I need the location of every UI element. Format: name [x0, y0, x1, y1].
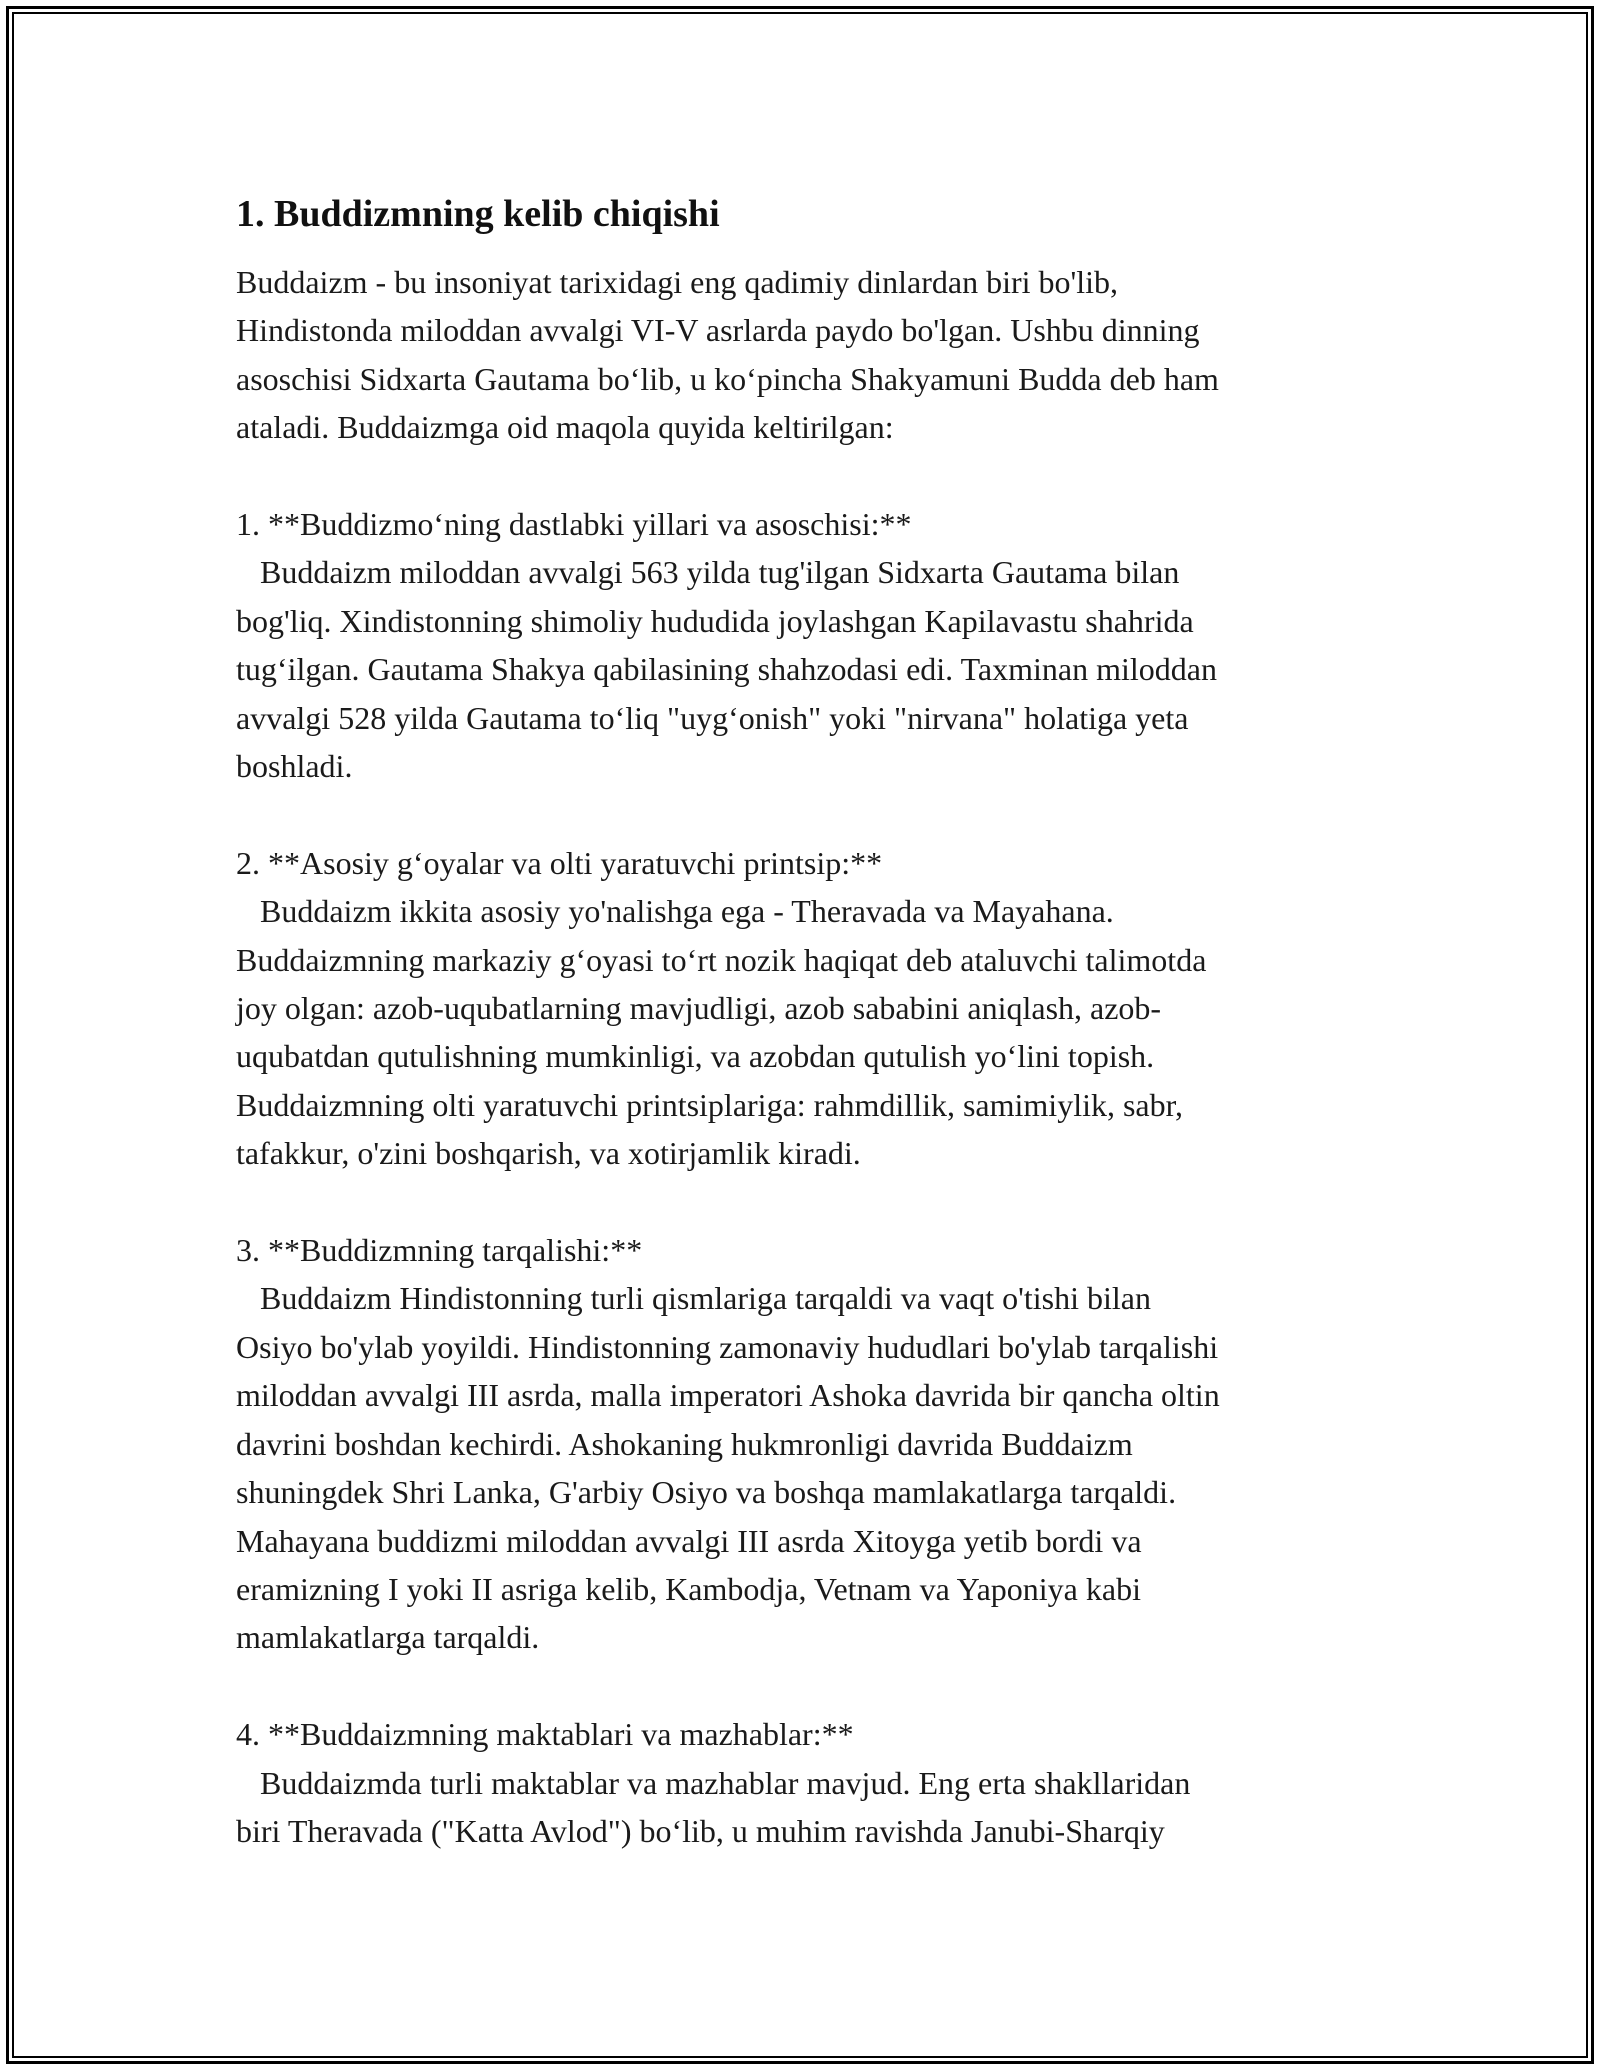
section-title: 2. **Asosiy g‘oyalar va olti yaratuvchi printsip:** — [236, 844, 883, 881]
section-line: Buddaizmning olti yaratuvchi printsiplariga: rahmdillik, samimiylik, sabr, — [236, 1086, 1183, 1123]
section-line: shuningdek Shri Lanka, G'arbiy Osiyo va boshqa mamlakatlarga tarqaldi. — [236, 1474, 1177, 1511]
section-line: tug‘ilgan. Gautama Shakya qabilasining shahzodasi edi. Taxminan miloddan — [236, 651, 1217, 688]
section-line: Buddaizm ikkita asosiy yo'nalishga ega - Theravada va Mayahana. — [236, 893, 1114, 930]
section-line: eramizning I yoki II asriga kelib, Kambodja, Vetnam va Yaponiya kabi — [236, 1570, 1141, 1607]
section-4 — [236, 1710, 1376, 1855]
section-line: Buddaizmning markaziy g‘oyasi to‘rt nozik haqiqat deb ataluvchi talimotda — [236, 941, 1207, 978]
paragraph-gap — [236, 1662, 1376, 1710]
section-line: miloddan avvalgi III asrda, malla imperatori Ashoka davrida bir qancha oltin — [236, 1377, 1220, 1414]
section-line: Osiyo bo'ylab yoyildi. Hindistonning zamonaviy hududlari bo'ylab tarqalishi — [236, 1328, 1219, 1365]
section-title: 3. **Buddizmning tarqalishi:** — [236, 1232, 643, 1269]
section-line: bog'liq. Xindistonning shimoliy hududida joylashgan Kapilavastu shahrida — [236, 602, 1194, 639]
section-line: avvalgi 528 yilda Gautama to‘liq "uyg‘onish" yoki "nirvana" holatiga yeta — [236, 699, 1189, 736]
section-line: uqubatdan qutulishning mumkinligi, va azobdan qutulish yo‘lini topish. — [236, 1038, 1155, 1075]
intro-line: Buddaizm - bu insoniyat tarixidagi eng qadimiy dinlardan biri bo'lib, — [236, 264, 1119, 300]
section-line: boshladi. — [236, 748, 353, 785]
section-line: Buddaizm miloddan avvalgi 563 yilda tug'ilgan Sidxarta Gautama bilan — [236, 554, 1180, 591]
section-1 — [236, 500, 1376, 790]
section-line: Buddaizmda turli maktablar va mazhablar mavjud. Eng erta shakllaridan — [236, 1764, 1191, 1801]
paragraph-gap — [236, 790, 1376, 838]
section-title: 4. **Buddaizmning maktablari va mazhablar:** — [236, 1716, 854, 1753]
paragraph-gap — [236, 452, 1376, 500]
section-3 — [236, 1226, 1376, 1662]
intro-line: asoschisi Sidxarta Gautama bo‘lib, u ko‘pincha Shakyamuni Budda deb ham — [236, 360, 1219, 397]
section-line: Buddaizm Hindistonning turli qismlariga tarqaldi va vaqt o'tishi bilan — [236, 1280, 1151, 1317]
intro-line: ataladi. Buddaizmga oid maqola quyida keltirilgan: — [236, 409, 894, 446]
section-line: joy olgan: azob-uqubatlarning mavjudligi, azob sababini aniqlash, azob- — [236, 990, 1162, 1027]
intro-paragraph — [236, 258, 1376, 452]
intro-line: Hindistonda miloddan avvalgi VI-V asrlarda paydo bo'lgan. Ushbu dinning — [236, 312, 1200, 349]
paragraph-gap — [236, 1178, 1376, 1226]
section-line: mamlakatlarga tarqaldi. — [236, 1619, 540, 1656]
document-body — [236, 190, 1376, 1855]
section-title: 1. **Buddizmo‘ning dastlabki yillari va asoschisi:** — [236, 506, 912, 543]
section-line: davrini boshdan kechirdi. Ashokaning hukmronligi davrida Buddaizm — [236, 1425, 1133, 1462]
section-2 — [236, 839, 1376, 1178]
section-line: tafakkur, o'zini boshqarish, va xotirjamlik kiradi. — [236, 1135, 861, 1172]
section-line: Mahayana buddizmi miloddan avvalgi III asrda Xitoyga yetib bordi va — [236, 1522, 1142, 1559]
document-heading: 1. Buddizmning kelib chiqishi — [236, 193, 720, 235]
section-line: biri Theravada ("Katta Avlod") bo‘lib, u muhim ravishda Janubi-Sharqiy — [236, 1812, 1165, 1849]
